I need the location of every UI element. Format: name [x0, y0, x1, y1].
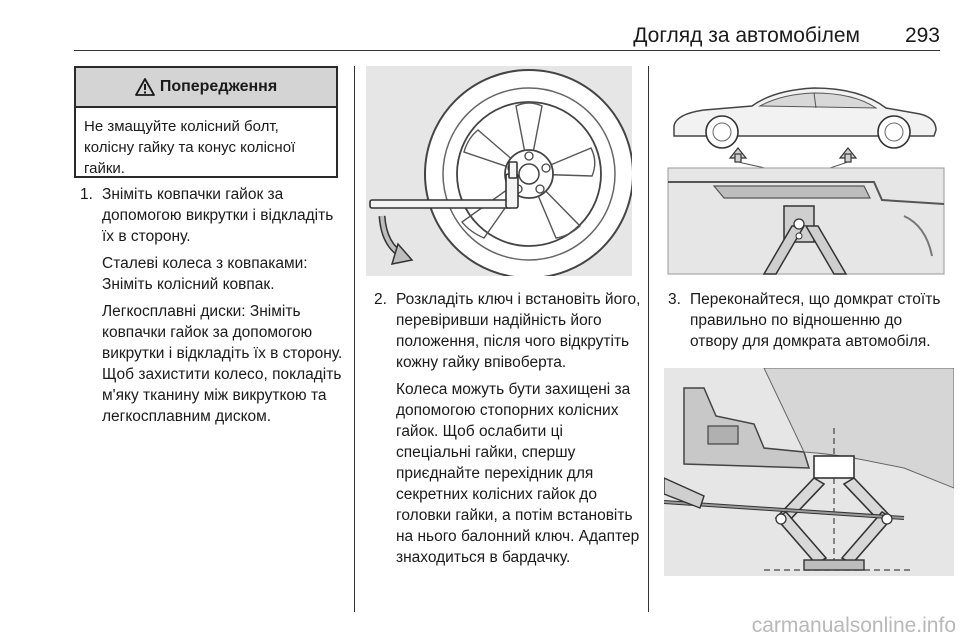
warning-header: [76, 68, 336, 108]
watermark: carmanualsonline.info: [751, 614, 956, 637]
step-2-paragraph-2: Колеса можуть бути захищені за допомогою стопорних колісних гайок. Щоб ослабити ці спеціальні гайки, спершу приєднайте перехідник для секретних колісних гайок до головки гайки, а потім встановіть на нього балонний ключ. Адаптер знаходиться в бардачку.: [396, 381, 640, 566]
warning-triangle-icon: [135, 78, 155, 96]
column-divider-2: [648, 66, 649, 612]
step-1-paragraph-3: Легкосплавні диски: Зніміть ковпачки гайок за допомогою викрутки і відкладіть їх в сторону. Щоб захистити колесо, покладіть м'яку тканину між викруткою та легкосплавним диском.: [102, 303, 343, 425]
header-rule: [74, 50, 940, 51]
step-2-number: 2.: [374, 291, 387, 308]
car-jack-points-illustration: [664, 66, 946, 276]
step-1-paragraph-2: Сталеві колеса з ковпаками: Зніміть колісний ковпак.: [102, 255, 308, 293]
step-1-paragraph-1: Зніміть ковпачки гайок за допомогою викрутки і відкладіть їх в сторону.: [102, 186, 334, 245]
page-header-title: Догляд за автомобілем: [633, 24, 860, 47]
wheel-wrench-illustration: [366, 66, 632, 276]
step-2-paragraph-1: Розкладіть ключ і встановіть його, перевіривши надійність його положення, після чого відкрутіть кожну гайку впівоберта.: [396, 291, 641, 371]
column-divider-1: [354, 66, 355, 612]
step-3-number: 3.: [668, 291, 681, 308]
warning-heading: Попередження: [159, 78, 278, 95]
warning-text: Не змащуйте колісний болт, колісну гайку та конус колісної гайки.: [84, 118, 296, 177]
step-1: [80, 184, 348, 433]
step-3: [668, 289, 944, 358]
warning-box: [74, 66, 338, 178]
jack-detail-illustration: [664, 368, 954, 576]
step-2: [374, 289, 642, 574]
page-number: 293: [904, 24, 940, 47]
step-3-paragraph-1: Переконайтеся, що домкрат стоїть правильно по відношенню до отвору для домкрата автомобіля.: [690, 291, 941, 350]
step-1-number: 1.: [80, 186, 93, 203]
